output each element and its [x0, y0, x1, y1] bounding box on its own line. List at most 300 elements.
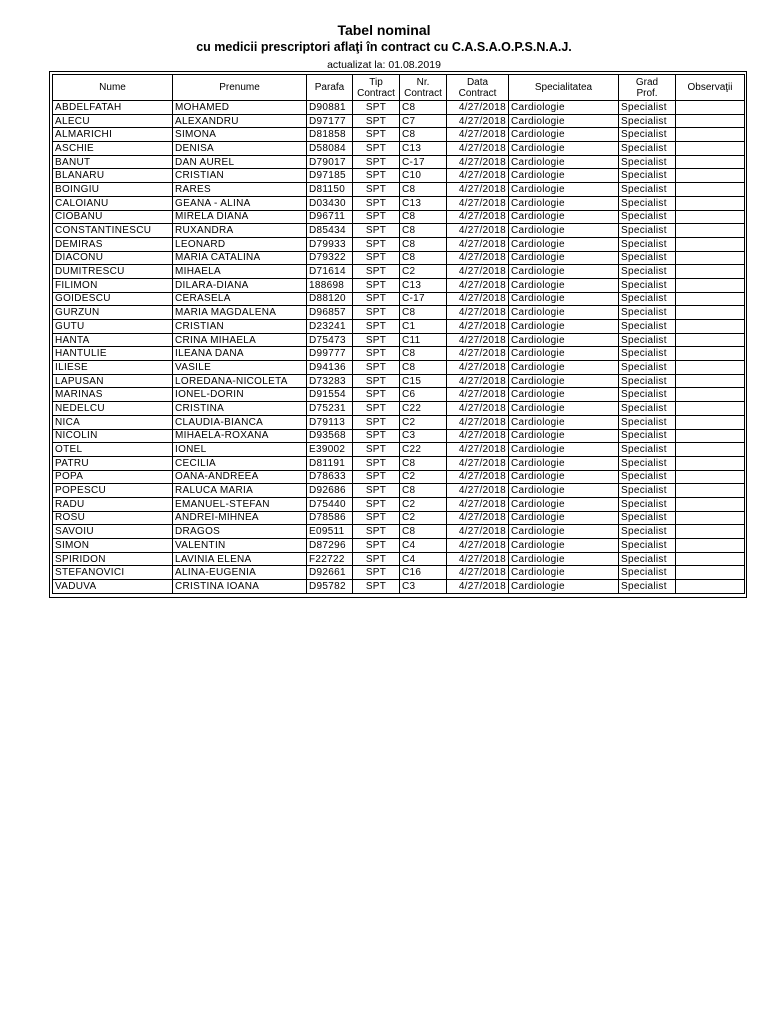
cell-nume: STEFANOVICI [53, 566, 173, 580]
cell-specialitatea: Cardiologie [509, 155, 619, 169]
cell-prenume: GEANA - ALINA [173, 196, 307, 210]
cell-specialitatea: Cardiologie [509, 347, 619, 361]
table-row [53, 224, 745, 238]
cell-parafa: D79113 [307, 415, 353, 429]
cell-tip-contract: SPT [353, 566, 400, 580]
cell-prenume: LEONARD [173, 237, 307, 251]
cell-parafa: D73283 [307, 374, 353, 388]
cell-parafa: D96857 [307, 306, 353, 320]
cell-specialitatea: Cardiologie [509, 470, 619, 484]
cell-data-contract: 4/27/2018 [447, 183, 509, 197]
cell-grad-prof: Specialist [619, 128, 676, 142]
cell-data-contract: 4/27/2018 [447, 237, 509, 251]
cell-parafa: D78586 [307, 511, 353, 525]
col-header-grad-line2: Prof. [636, 87, 658, 99]
cell-specialitatea: Cardiologie [509, 114, 619, 128]
cell-observatii [676, 497, 745, 511]
cell-data-contract: 4/27/2018 [447, 251, 509, 265]
cell-tip-contract: SPT [353, 333, 400, 347]
cell-nume: BANUT [53, 155, 173, 169]
cell-tip-contract: SPT [353, 251, 400, 265]
cell-tip-contract: SPT [353, 210, 400, 224]
cell-specialitatea: Cardiologie [509, 306, 619, 320]
cell-tip-contract: SPT [353, 320, 400, 334]
cell-prenume: VASILE [173, 361, 307, 375]
cell-grad-prof: Specialist [619, 566, 676, 580]
cell-grad-prof: Specialist [619, 347, 676, 361]
table-row [53, 429, 745, 443]
cell-prenume: ANDREI-MIHNEA [173, 511, 307, 525]
cell-nr-contract: C16 [400, 566, 447, 580]
cell-specialitatea: Cardiologie [509, 497, 619, 511]
cell-tip-contract: SPT [353, 443, 400, 457]
col-header-nr-line2: Contract [404, 87, 442, 99]
cell-tip-contract: SPT [353, 361, 400, 375]
cell-nume: ASCHIE [53, 142, 173, 156]
cell-specialitatea: Cardiologie [509, 484, 619, 498]
cell-data-contract: 4/27/2018 [447, 402, 509, 416]
cell-prenume: SIMONA [173, 128, 307, 142]
cell-nr-contract: C15 [400, 374, 447, 388]
cell-specialitatea: Cardiologie [509, 374, 619, 388]
col-header-nr-contract [400, 75, 447, 101]
cell-tip-contract: SPT [353, 265, 400, 279]
cell-grad-prof: Specialist [619, 525, 676, 539]
cell-specialitatea: Cardiologie [509, 443, 619, 457]
table-row [53, 539, 745, 553]
table-row [53, 320, 745, 334]
cell-nr-contract: C2 [400, 470, 447, 484]
cell-grad-prof: Specialist [619, 306, 676, 320]
table-row [53, 552, 745, 566]
cell-nr-contract: C8 [400, 237, 447, 251]
col-header-nume: Nume [53, 75, 173, 101]
cell-specialitatea: Cardiologie [509, 237, 619, 251]
cell-specialitatea: Cardiologie [509, 320, 619, 334]
cell-tip-contract: SPT [353, 374, 400, 388]
cell-prenume: IONEL-DORIN [173, 388, 307, 402]
cell-nr-contract: C11 [400, 333, 447, 347]
col-header-grad-line1: Grad [635, 76, 659, 88]
table-row [53, 580, 745, 594]
cell-tip-contract: SPT [353, 484, 400, 498]
cell-nume: GURZUN [53, 306, 173, 320]
cell-data-contract: 4/27/2018 [447, 511, 509, 525]
doctors-table [52, 74, 745, 594]
cell-tip-contract: SPT [353, 347, 400, 361]
cell-nr-contract: C8 [400, 361, 447, 375]
cell-observatii [676, 429, 745, 443]
cell-parafa: D97177 [307, 114, 353, 128]
table-row [53, 292, 745, 306]
col-header-data-line1: Data [466, 76, 489, 88]
cell-parafa: D92661 [307, 566, 353, 580]
cell-parafa: D94136 [307, 361, 353, 375]
table-body [53, 101, 745, 594]
cell-observatii [676, 580, 745, 594]
cell-observatii [676, 388, 745, 402]
cell-specialitatea: Cardiologie [509, 292, 619, 306]
table-row [53, 114, 745, 128]
cell-nume: ILIESE [53, 361, 173, 375]
cell-grad-prof: Specialist [619, 292, 676, 306]
cell-nume: DIACONU [53, 251, 173, 265]
table-row [53, 470, 745, 484]
cell-specialitatea: Cardiologie [509, 210, 619, 224]
cell-tip-contract: SPT [353, 388, 400, 402]
cell-nume: SIMON [53, 539, 173, 553]
cell-prenume: DAN AUREL [173, 155, 307, 169]
cell-grad-prof: Specialist [619, 278, 676, 292]
col-header-parafa: Parafa [307, 75, 353, 101]
cell-prenume: RALUCA MARIA [173, 484, 307, 498]
cell-parafa: D92686 [307, 484, 353, 498]
cell-tip-contract: SPT [353, 128, 400, 142]
cell-tip-contract: SPT [353, 580, 400, 594]
cell-grad-prof: Specialist [619, 237, 676, 251]
cell-prenume: ALEXANDRU [173, 114, 307, 128]
cell-specialitatea: Cardiologie [509, 402, 619, 416]
table-row [53, 566, 745, 580]
cell-nr-contract: C2 [400, 265, 447, 279]
cell-data-contract: 4/27/2018 [447, 292, 509, 306]
cell-prenume: LOREDANA-NICOLETA [173, 374, 307, 388]
cell-nume: PATRU [53, 456, 173, 470]
cell-prenume: OANA-ANDREEA [173, 470, 307, 484]
cell-prenume: MIHAELA-ROXANA [173, 429, 307, 443]
cell-nr-contract: C8 [400, 224, 447, 238]
table-row [53, 155, 745, 169]
table-row [53, 497, 745, 511]
cell-parafa: D23241 [307, 320, 353, 334]
cell-tip-contract: SPT [353, 169, 400, 183]
cell-nr-contract: C4 [400, 539, 447, 553]
cell-observatii [676, 278, 745, 292]
cell-prenume: MARIA CATALINA [173, 251, 307, 265]
cell-observatii [676, 169, 745, 183]
cell-nume: ROSU [53, 511, 173, 525]
cell-nume: RADU [53, 497, 173, 511]
cell-observatii [676, 142, 745, 156]
cell-grad-prof: Specialist [619, 169, 676, 183]
cell-nume: DEMIRAS [53, 237, 173, 251]
cell-prenume: ILEANA DANA [173, 347, 307, 361]
cell-parafa: D81191 [307, 456, 353, 470]
cell-nume: BOINGIU [53, 183, 173, 197]
cell-data-contract: 4/27/2018 [447, 278, 509, 292]
cell-grad-prof: Specialist [619, 511, 676, 525]
cell-data-contract: 4/27/2018 [447, 566, 509, 580]
cell-prenume: IONEL [173, 443, 307, 457]
cell-observatii [676, 183, 745, 197]
cell-nr-contract: C8 [400, 101, 447, 115]
cell-prenume: ALINA-EUGENIA [173, 566, 307, 580]
table-row [53, 210, 745, 224]
cell-observatii [676, 456, 745, 470]
cell-nr-contract: C10 [400, 169, 447, 183]
cell-nume: ALMARICHI [53, 128, 173, 142]
cell-prenume: MARIA MAGDALENA [173, 306, 307, 320]
cell-tip-contract: SPT [353, 292, 400, 306]
table-row [53, 456, 745, 470]
cell-nume: HANTA [53, 333, 173, 347]
cell-observatii [676, 361, 745, 375]
cell-nume: SAVOIU [53, 525, 173, 539]
table-header-row [53, 75, 745, 101]
cell-nume: NICA [53, 415, 173, 429]
cell-nume: HANTULIE [53, 347, 173, 361]
cell-nr-contract: C8 [400, 210, 447, 224]
cell-nume: POPA [53, 470, 173, 484]
cell-observatii [676, 101, 745, 115]
cell-nume: LAPUSAN [53, 374, 173, 388]
table-row [53, 374, 745, 388]
table-row [53, 388, 745, 402]
table-row [53, 484, 745, 498]
cell-nume: ABDELFATAH [53, 101, 173, 115]
cell-data-contract: 4/27/2018 [447, 320, 509, 334]
col-header-nr-line1: Nr. [416, 76, 430, 88]
cell-tip-contract: SPT [353, 101, 400, 115]
cell-prenume: RUXANDRA [173, 224, 307, 238]
cell-nume: VADUVA [53, 580, 173, 594]
table-row [53, 183, 745, 197]
cell-prenume: MOHAMED [173, 101, 307, 115]
cell-observatii [676, 566, 745, 580]
table-row [53, 278, 745, 292]
cell-prenume: CLAUDIA-BIANCA [173, 415, 307, 429]
cell-grad-prof: Specialist [619, 415, 676, 429]
cell-data-contract: 4/27/2018 [447, 361, 509, 375]
cell-specialitatea: Cardiologie [509, 196, 619, 210]
cell-grad-prof: Specialist [619, 443, 676, 457]
cell-data-contract: 4/27/2018 [447, 333, 509, 347]
cell-tip-contract: SPT [353, 224, 400, 238]
cell-parafa: D90881 [307, 101, 353, 115]
cell-grad-prof: Specialist [619, 456, 676, 470]
cell-data-contract: 4/27/2018 [447, 484, 509, 498]
cell-observatii [676, 333, 745, 347]
col-header-grad-prof [619, 75, 676, 101]
cell-nr-contract: C7 [400, 114, 447, 128]
cell-tip-contract: SPT [353, 142, 400, 156]
cell-specialitatea: Cardiologie [509, 511, 619, 525]
cell-observatii [676, 320, 745, 334]
cell-data-contract: 4/27/2018 [447, 196, 509, 210]
table-row [53, 347, 745, 361]
cell-nr-contract: C8 [400, 128, 447, 142]
cell-nume: OTEL [53, 443, 173, 457]
table-row [53, 306, 745, 320]
cell-data-contract: 4/27/2018 [447, 224, 509, 238]
cell-specialitatea: Cardiologie [509, 580, 619, 594]
cell-grad-prof: Specialist [619, 552, 676, 566]
table-row [53, 443, 745, 457]
cell-data-contract: 4/27/2018 [447, 155, 509, 169]
cell-prenume: MIRELA DIANA [173, 210, 307, 224]
cell-nr-contract: C13 [400, 142, 447, 156]
cell-data-contract: 4/27/2018 [447, 210, 509, 224]
cell-observatii [676, 114, 745, 128]
cell-specialitatea: Cardiologie [509, 251, 619, 265]
cell-parafa: D71614 [307, 265, 353, 279]
cell-parafa: D58084 [307, 142, 353, 156]
cell-parafa: D79933 [307, 237, 353, 251]
cell-parafa: D81858 [307, 128, 353, 142]
cell-specialitatea: Cardiologie [509, 388, 619, 402]
cell-tip-contract: SPT [353, 114, 400, 128]
cell-nr-contract: C13 [400, 278, 447, 292]
cell-prenume: RARES [173, 183, 307, 197]
cell-observatii [676, 237, 745, 251]
table-row [53, 415, 745, 429]
cell-data-contract: 4/27/2018 [447, 580, 509, 594]
cell-nr-contract: C-17 [400, 292, 447, 306]
cell-specialitatea: Cardiologie [509, 224, 619, 238]
cell-tip-contract: SPT [353, 525, 400, 539]
cell-nume: GOIDESCU [53, 292, 173, 306]
col-header-specialitatea: Specialitatea [509, 75, 619, 101]
cell-prenume: CRINA MIHAELA [173, 333, 307, 347]
cell-specialitatea: Cardiologie [509, 361, 619, 375]
table-row [53, 333, 745, 347]
cell-parafa: D91554 [307, 388, 353, 402]
cell-nume: NICOLIN [53, 429, 173, 443]
cell-observatii [676, 539, 745, 553]
table-row [53, 142, 745, 156]
cell-data-contract: 4/27/2018 [447, 429, 509, 443]
cell-nr-contract: C2 [400, 511, 447, 525]
cell-prenume: CERASELA [173, 292, 307, 306]
cell-nume: ALECU [53, 114, 173, 128]
cell-tip-contract: SPT [353, 237, 400, 251]
table-row [53, 361, 745, 375]
cell-nr-contract: C22 [400, 402, 447, 416]
cell-grad-prof: Specialist [619, 361, 676, 375]
cell-prenume: EMANUEL-STEFAN [173, 497, 307, 511]
cell-tip-contract: SPT [353, 470, 400, 484]
col-header-data-contract [447, 75, 509, 101]
cell-specialitatea: Cardiologie [509, 265, 619, 279]
cell-observatii [676, 306, 745, 320]
col-header-tip-line2: Contract [357, 87, 395, 99]
cell-grad-prof: Specialist [619, 484, 676, 498]
col-header-tip-contract [353, 75, 400, 101]
cell-observatii [676, 292, 745, 306]
cell-specialitatea: Cardiologie [509, 142, 619, 156]
cell-grad-prof: Specialist [619, 196, 676, 210]
cell-observatii [676, 525, 745, 539]
page-title: Tabel nominal [337, 22, 431, 38]
cell-data-contract: 4/27/2018 [447, 470, 509, 484]
cell-data-contract: 4/27/2018 [447, 456, 509, 470]
cell-data-contract: 4/27/2018 [447, 443, 509, 457]
cell-nr-contract: C22 [400, 443, 447, 457]
cell-grad-prof: Specialist [619, 429, 676, 443]
cell-prenume: VALENTIN [173, 539, 307, 553]
table-row [53, 525, 745, 539]
col-header-data-line2: Contract [458, 87, 497, 99]
page-subtitle: cu medicii prescriptori aflaţi în contract cu C.A.S.A.O.P.S.N.A.J. [196, 40, 572, 54]
table-row [53, 196, 745, 210]
cell-parafa: D75440 [307, 497, 353, 511]
cell-observatii [676, 128, 745, 142]
update-date: actualizat la: 01.08.2019 [327, 59, 441, 71]
cell-parafa: D75231 [307, 402, 353, 416]
cell-nr-contract: C8 [400, 484, 447, 498]
cell-nr-contract: C13 [400, 196, 447, 210]
cell-prenume: CRISTINA IOANA [173, 580, 307, 594]
cell-data-contract: 4/27/2018 [447, 388, 509, 402]
cell-specialitatea: Cardiologie [509, 183, 619, 197]
cell-observatii [676, 443, 745, 457]
cell-nume: CONSTANTINESCU [53, 224, 173, 238]
cell-prenume: DRAGOS [173, 525, 307, 539]
cell-parafa: D03430 [307, 196, 353, 210]
cell-tip-contract: SPT [353, 552, 400, 566]
cell-grad-prof: Specialist [619, 251, 676, 265]
cell-parafa: F22722 [307, 552, 353, 566]
cell-tip-contract: SPT [353, 306, 400, 320]
cell-specialitatea: Cardiologie [509, 456, 619, 470]
cell-data-contract: 4/27/2018 [447, 265, 509, 279]
cell-prenume: DENISA [173, 142, 307, 156]
cell-data-contract: 4/27/2018 [447, 552, 509, 566]
cell-nume: BLANARU [53, 169, 173, 183]
cell-parafa: D79017 [307, 155, 353, 169]
cell-data-contract: 4/27/2018 [447, 347, 509, 361]
col-header-observatii: Observaţii [676, 75, 745, 101]
cell-nr-contract: C8 [400, 347, 447, 361]
cell-grad-prof: Specialist [619, 155, 676, 169]
cell-nr-contract: C8 [400, 525, 447, 539]
cell-nume: DUMITRESCU [53, 265, 173, 279]
cell-tip-contract: SPT [353, 155, 400, 169]
table-row [53, 265, 745, 279]
cell-tip-contract: SPT [353, 511, 400, 525]
cell-data-contract: 4/27/2018 [447, 374, 509, 388]
cell-prenume: DILARA-DIANA [173, 278, 307, 292]
cell-grad-prof: Specialist [619, 320, 676, 334]
cell-data-contract: 4/27/2018 [447, 142, 509, 156]
cell-observatii [676, 415, 745, 429]
cell-prenume: CRISTINA [173, 402, 307, 416]
cell-parafa: E09511 [307, 525, 353, 539]
cell-parafa: D87296 [307, 539, 353, 553]
cell-parafa: D95782 [307, 580, 353, 594]
cell-specialitatea: Cardiologie [509, 525, 619, 539]
table-row [53, 237, 745, 251]
cell-nume: GUTU [53, 320, 173, 334]
cell-observatii [676, 470, 745, 484]
cell-nr-contract: C-17 [400, 155, 447, 169]
cell-grad-prof: Specialist [619, 402, 676, 416]
cell-nume: POPESCU [53, 484, 173, 498]
cell-specialitatea: Cardiologie [509, 552, 619, 566]
cell-tip-contract: SPT [353, 402, 400, 416]
cell-data-contract: 4/27/2018 [447, 128, 509, 142]
cell-observatii [676, 210, 745, 224]
cell-observatii [676, 552, 745, 566]
cell-specialitatea: Cardiologie [509, 429, 619, 443]
cell-parafa: D75473 [307, 333, 353, 347]
cell-nr-contract: C2 [400, 497, 447, 511]
cell-parafa: D99777 [307, 347, 353, 361]
cell-nr-contract: C6 [400, 388, 447, 402]
cell-parafa: D81150 [307, 183, 353, 197]
cell-grad-prof: Specialist [619, 183, 676, 197]
cell-grad-prof: Specialist [619, 265, 676, 279]
